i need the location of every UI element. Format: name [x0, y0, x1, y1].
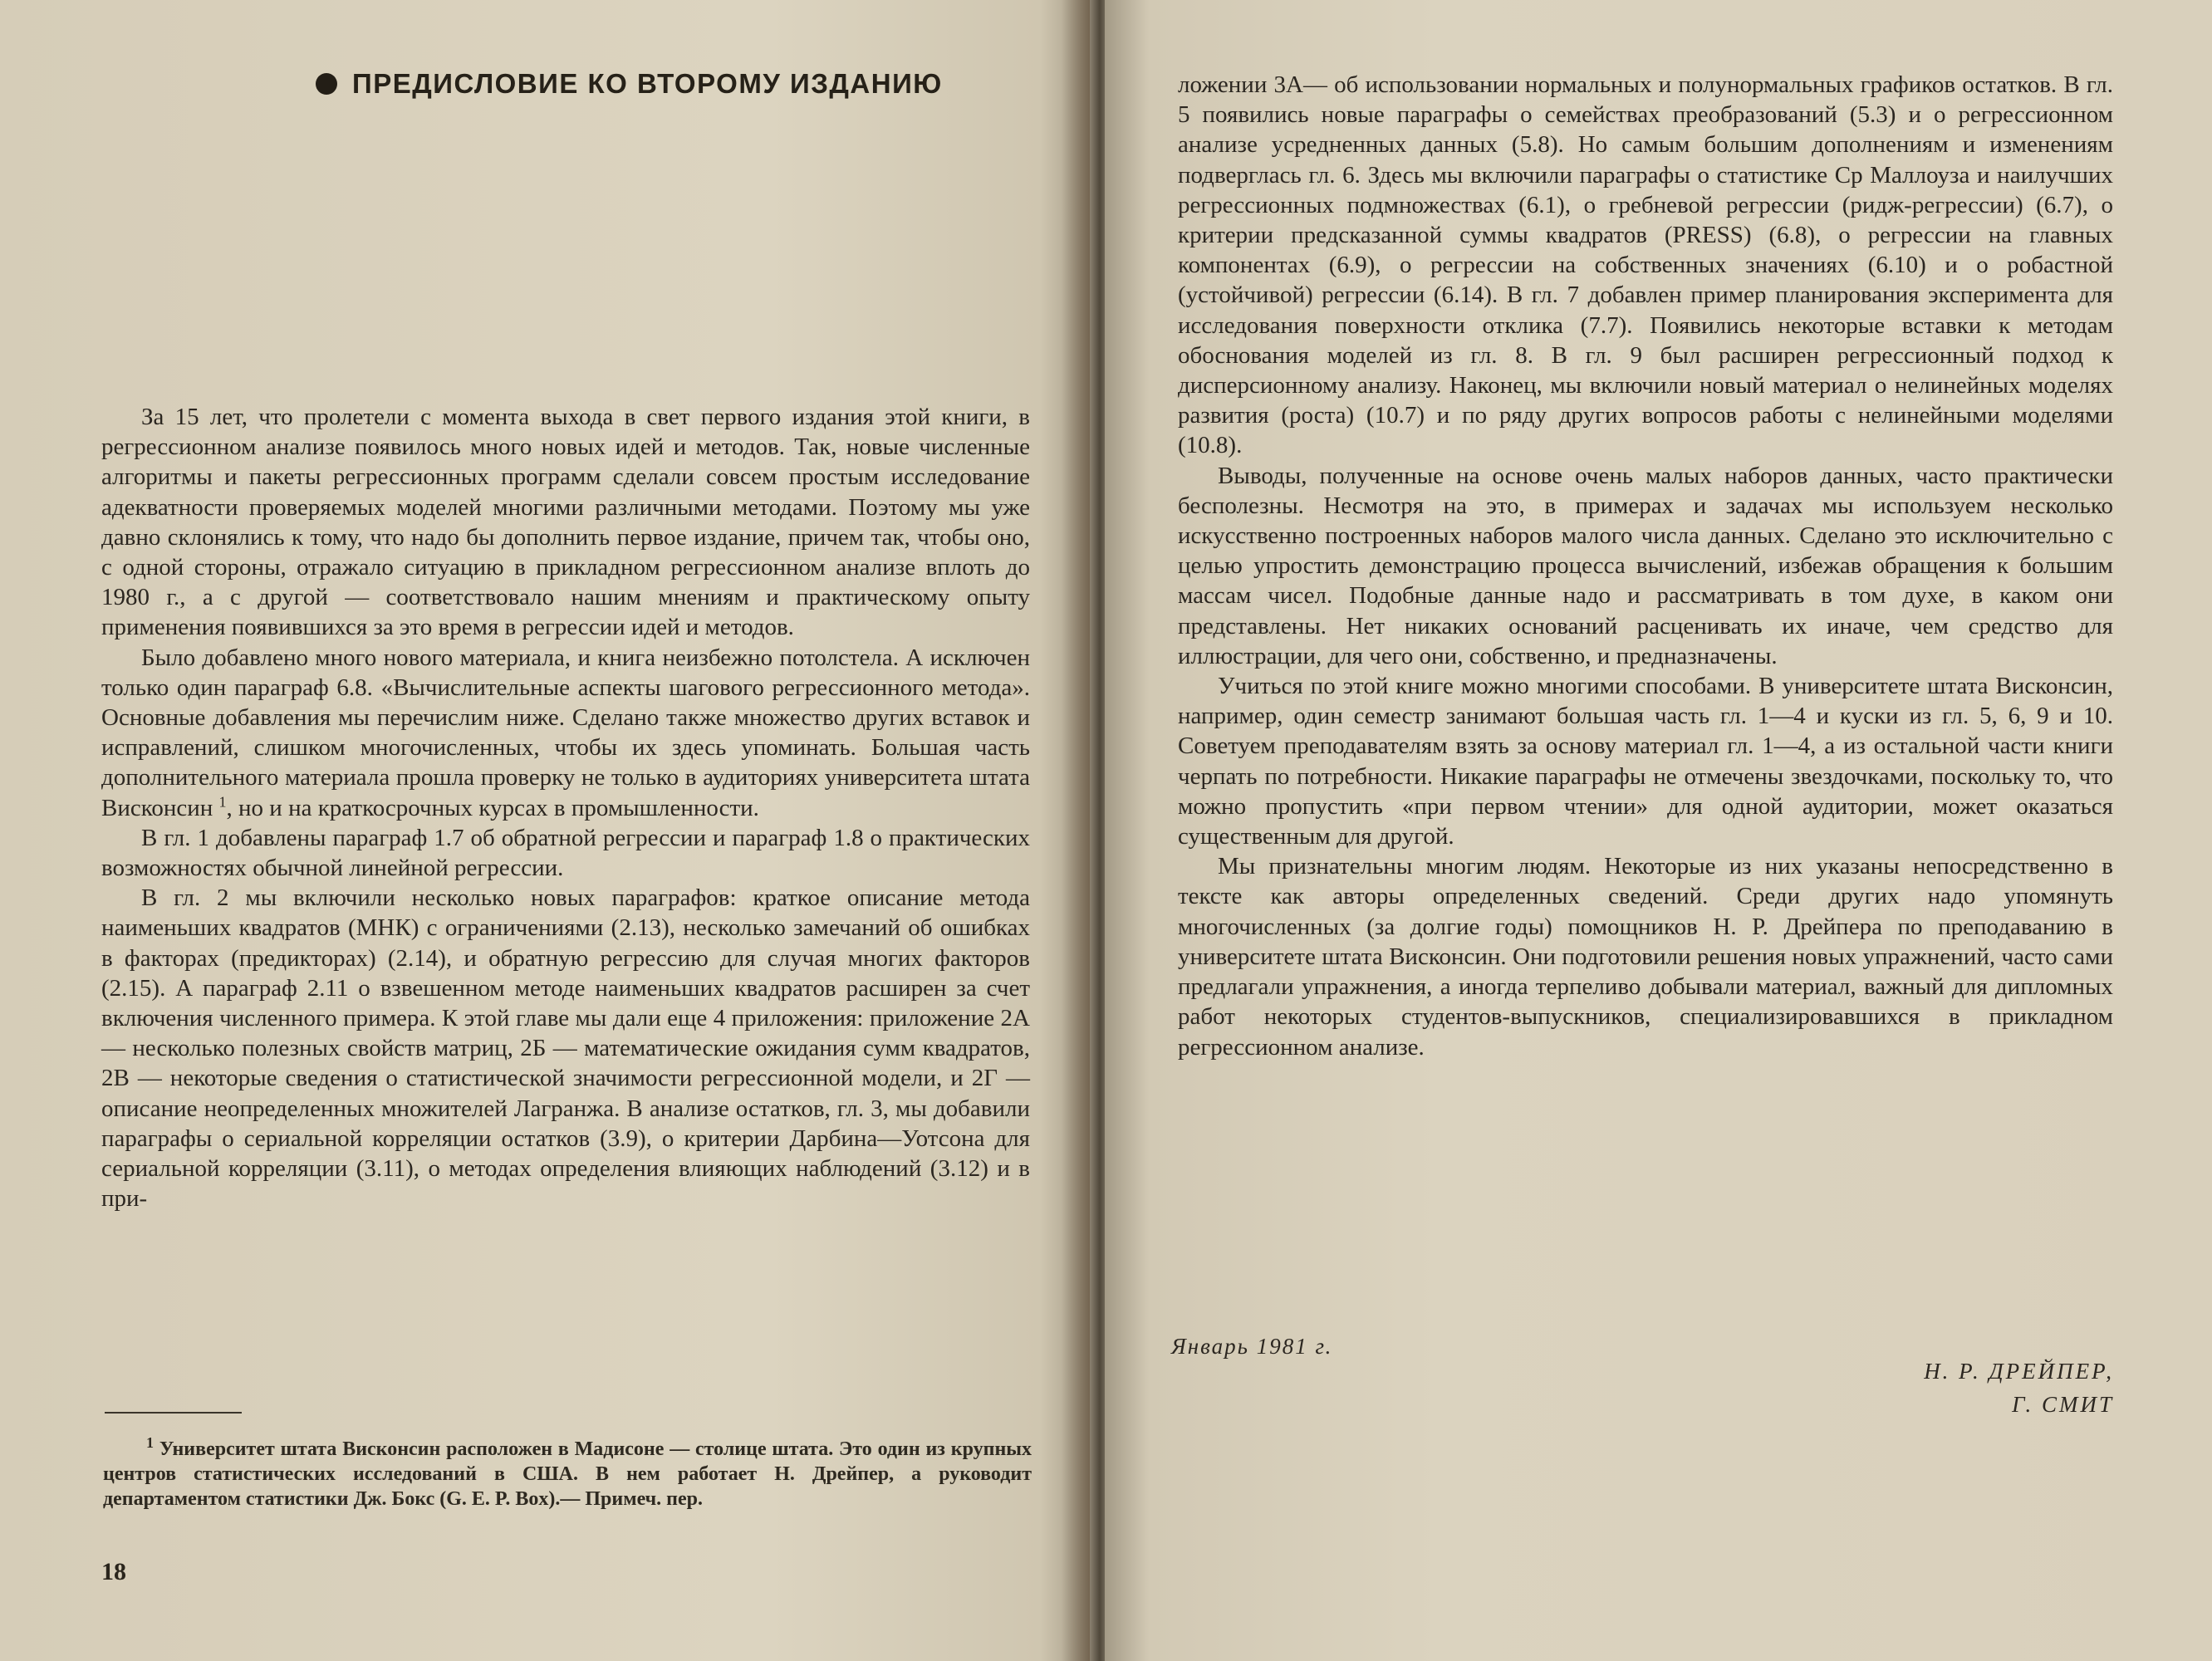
- footnote-divider: [105, 1412, 242, 1414]
- paragraph: Мы признательны многим людям. Некоторые из них указаны непосредственно в тексте как авторы определенных сведений. Среди других надо упомянуть многочисленных (за долгие годы) помощников Н. Р. Дрейпера по преподаванию в университете штата Висконсин. Они подготовили решения новых упражнений, часто сами предлагали упражнения, а иногда терпеливо добывали материал, важный для дипломных работ некоторых студентов-выпускников, специализировавшихся в прикладном регрессионном анализе.: [1178, 853, 2113, 1061]
- footnote-ref: 1: [218, 792, 227, 810]
- footnote-mark: 1: [146, 1434, 154, 1451]
- author-signature: Н. Р. ДРЕЙПЕР,: [1924, 1359, 2114, 1384]
- footnote: [103, 1434, 1032, 1512]
- date-line: Январь 1981 г.: [1171, 1334, 1333, 1359]
- left-page: [0, 0, 1095, 1661]
- paragraph: ложении 3А— об использовании нормальных и полунормальных графиков остатков. В гл. 5 появились новые параграфы о семействах преобразований (5.3) и о регрессионном анализе усредненных данных (5.8). Но самым большим дополнениям и изменениям подверглась гл. 6. Здесь мы включили параграфы о статистике Cp Маллоуза и наилучших регрессионных подмножествах (6.1), о гребневой регрессии (ридж-регрессии) (6.7), о критерии предсказанной суммы квадратов (PRESS) (6.8), о регрессии на главных компонентах (6.9), о регрессии на собственных значениях (6.10) и о робастной (устойчивой) регрессии (6.14). В гл. 7 добавлен пример планирования эксперимента для исследования поверхности отклика (7.7). Появились некоторые вставки к методам обоснования моделей из гл. 8. В гл. 9 был расширен регрессионный подход к дисперсионному анализу. Наконец, мы включили новый материал о нелинейных моделях развития (роста) (10.7) и по ряду других вопросов работы с нелинейными моделями (10.8).: [1178, 71, 2113, 459]
- heading-text: ПРЕДИСЛОВИЕ КО ВТОРОМУ ИЗДАНИЮ: [352, 68, 943, 99]
- paragraph-with-footnote-ref: Было добавлено много нового материала, и книга неизбежно потолстела. А исключен только один параграф 6.8. «Вычислительные аспекты шагового регрессионного метода». Основные добавления мы перечислим ниже. Сделано также множество других вставок и исправлений, слишком многочисленных, чтобы их здесь упоминать. Большая часть дополнительного материала прошла проверку не только в аудиториях университета штата Висконсин $^1$, но и на краткосрочных курсах в промышленности.: [101, 644, 1030, 821]
- right-body-text: [1178, 70, 2113, 1062]
- author-signature: Г. СМИТ: [2012, 1392, 2114, 1417]
- paragraph-text: Было добавлено много нового материала, и книга неизбежно потолстела. А исключен только один параграф 6.8. «Вычислительные аспекты шагового регрессионного метода». Основные добавления мы перечислим ниже. Сделано также множество других вставок и исправлений, слишком многочисленных, чтобы их здесь упоминать. Большая часть дополнительного материала прошла проверку не только в аудиториях университета штата Висконсин: [101, 644, 1030, 821]
- paragraph-text: но и на краткосрочных курсах в промышленности.: [238, 794, 759, 821]
- page-heading: [316, 68, 943, 100]
- footnote-text: Университет штата Висконсин расположен в Мадисоне — столице штата. Это один из крупных центров статистических исследований в США. В нем работает Н. Дрейпер, а руководит департаментом статистики Дж. Бокс (G. E. P. Box).— Примеч. пер.: [103, 1438, 1032, 1510]
- paragraph: Выводы, полученные на основе очень малых наборов данных, часто практически бесполезны. Несмотря на это, в примерах и задачах мы используем несколько искусственно построенных наборов малого числа данных. Сделано это исключительно с целью упростить демонстрацию процесса вычислений, избежав обращения к большим массам чисел. Подобные данные надо и рассматривать в том духе, в каком они представлены. Нет никаких оснований расценивать их иначе, чем средство для иллюстрации, для чего они, собственно, и предназначены.: [1178, 462, 2113, 669]
- paragraph: В гл. 1 добавлены параграф 1.7 об обратной регрессии и параграф 1.8 о практических возможностях обычной линейной регрессии.: [101, 824, 1030, 882]
- paragraph: Учиться по этой книге можно многими способами. В университете штата Висконсин, например, один семестр занимают большая часть гл. 1—4 и куски из гл. 5, 6, 9 и 10. Советуем преподавателям взять за основу материал гл. 1—4, а из остальной части книги черпать по потребности. Никакие параграфы не отмечены звездочками, поскольку то, что можно пропустить «при первом чтении» для одной аудитории, может оказаться существенным для другой.: [1178, 673, 2113, 850]
- paragraph: В гл. 2 мы включили несколько новых параграфов: краткое описание метода наименьших квадратов (МНК) с ограничениями (2.13), несколько замечаний об ошибках в факторах (предикторах) (2.14), и обратную регрессию для случая многих факторов (2.15). А параграф 2.11 о взвешенном методе наименьших квадратов расширен за счет включения численного примера. К этой главе мы дали еще 4 приложения: приложение 2А — несколько полезных свойств матриц, 2Б — математические ожидания сумм квадратов, 2В — некоторые сведения о статистической значимости регрессионной модели, и 2Г — описание неопределенных множителей Лагранжа. В анализе остатков, гл. 3, мы добавили параграфы о сериальной корреляции остатков (3.9), о критерии Дарбина—Уотсона для сериальной корреляции (3.11), о методах определения влияющих наблюдений (3.12) и в при-: [101, 884, 1030, 1213]
- bullet-icon: [316, 73, 337, 95]
- left-body-text: [101, 402, 1030, 1213]
- page-number: 18: [101, 1558, 126, 1585]
- paragraph: За 15 лет, что пролетели с момента выхода в свет первого издания этой книги, в регрессионном анализе появилось много новых идей и методов. Так, новые численные алгоритмы и пакеты регрессионных программ сделали совсем простым исследование адекватности проверяемых моделей многими различными методами. Поэтому мы уже давно склонялись к тому, что надо бы дополнить первое издание, причем так, чтобы оно, с одной стороны, отражало ситуацию в прикладном регрессионном анализе вплоть до 1980 г., а с другой — соответствовало нашим мнениям и практическому опыту применения появившихся за это время в регрессии идей и методов.: [101, 404, 1030, 641]
